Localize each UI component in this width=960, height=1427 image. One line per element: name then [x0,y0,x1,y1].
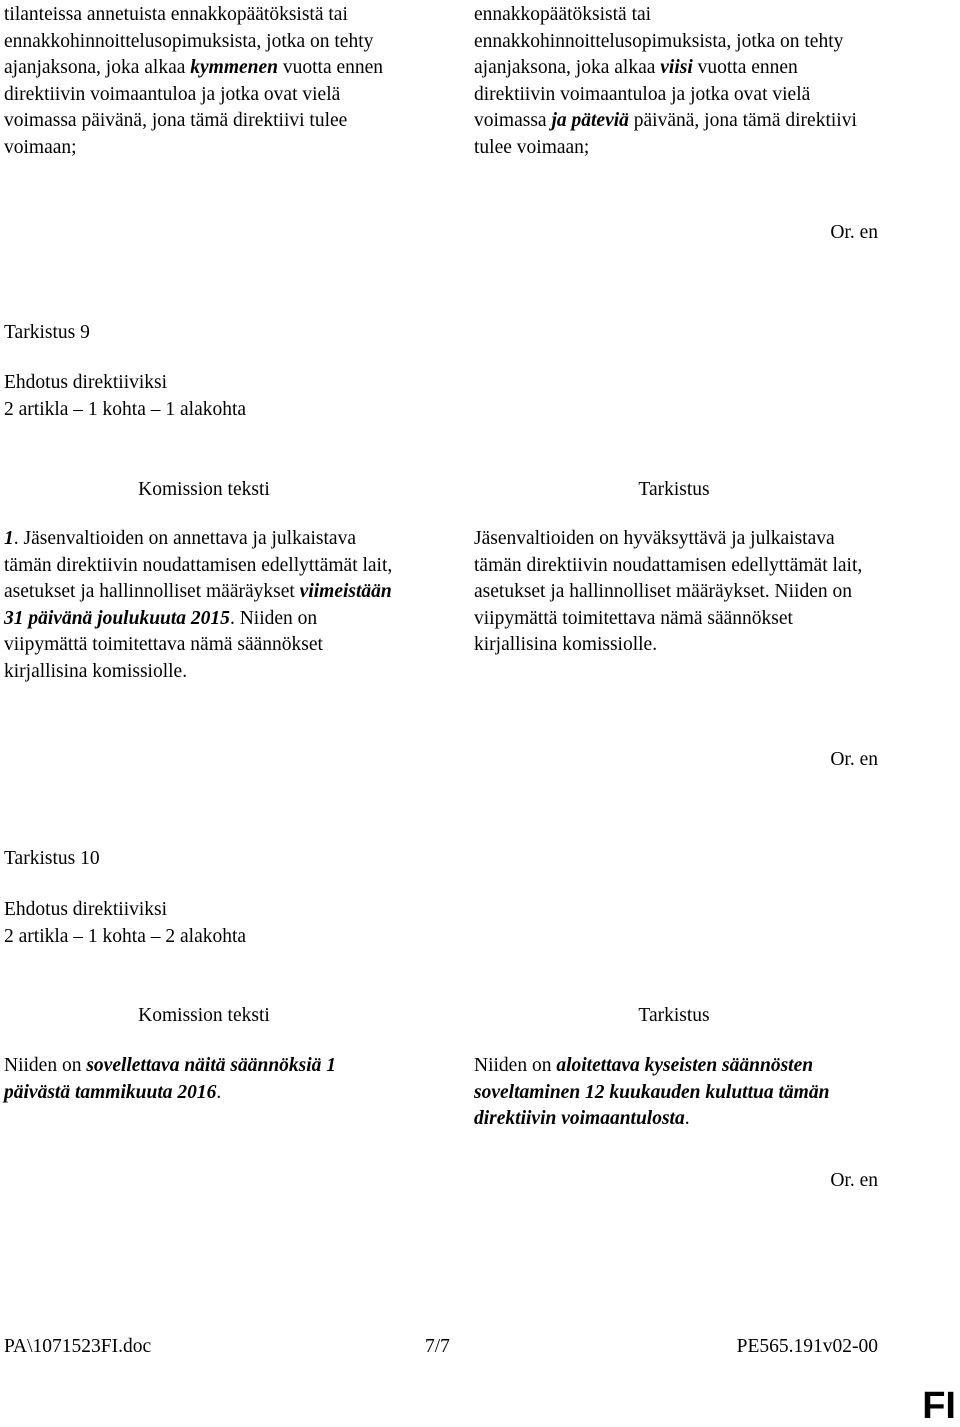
emphasized-text: 1 [4,528,14,549]
article-reference: 2 artikla – 1 kohta – 1 alakohta [4,399,247,420]
text-run: vuotta ennen direktiivin voimaantuloa ja jotka ovat vielä voimassa päivänä, jona tämä direktiivi tulee voimaan; [4,57,384,158]
text-run: Jäsenvaltioiden on hyväksyttävä ja julkaistava tämän direktiivin noudattamisen edellyttämät lait, asetukset ja hallinnolliset määräykset. Niiden on viipymättä toimitettava nämä säännökset kirjallisina komissiolle. [474,528,863,655]
text-run: tilanteissa annetuista ennakkopäätöksistä tai ennakkohinnoittelusopimuksista, jotka on tehty ajanjaksona, joka alkaa [4,4,374,78]
text-run: ennakkopäätöksistä tai ennakkohinnoittelusopimuksista, jotka on tehty ajanjaksona, joka alkaa [474,4,844,78]
text-run: Niiden on [474,1055,557,1076]
original-language-note: Or. en [830,222,878,243]
emphasized-text: aloitettava kyseisten säännösten soveltaminen 12 kuukauden kuluttua tämän direktiivin voimaantulosta [474,1055,830,1129]
page-number: 7/7 [425,1336,450,1357]
commission-text-caption: Komission teksti [138,479,270,500]
top-left-paragraph [4,2,404,161]
text-run: . Niiden on viipymättä toimitettava nämä säännökset kirjallisina komissiolle. [4,607,323,682]
pe-reference: PE565.191v02-00 [736,1336,878,1357]
emphasized-text: kymmenen [190,57,278,78]
article-reference: 2 artikla – 1 kohta – 2 alakohta [4,926,247,947]
amendment-text [474,1053,874,1133]
amendment-title: Tarkistus 10 [4,848,100,869]
commission-text-caption: Komission teksti [138,1005,270,1026]
text-run: vuotta ennen direktiivin voimaantuloa ja jotka ovat vielä voimassa [474,57,811,131]
emphasized-text: viimeistään 31 päivänä joulukuuta 2015 [4,581,392,629]
text-run: . [684,1108,690,1129]
commission-text [4,1053,404,1106]
amendment-title: Tarkistus 9 [4,322,90,343]
emphasized-text: sovellettava näitä säännöksiä 1 päivästä tammikuuta 2016 [4,1055,337,1103]
emphasized-text: viisi [660,57,693,78]
text-run: . Jäsenvaltioiden on annettava ja julkaistava tämän direktiivin noudattamisen edellyttämät lait, asetukset ja hallinnolliset määräykset [4,528,393,602]
amendment-caption: Tarkistus [638,479,710,500]
text-run: . [216,1081,222,1103]
amendment-text [474,526,874,659]
top-right-paragraph [474,2,874,161]
proposal-label: Ehdotus direktiiviksi [4,372,168,393]
text-run: päivänä, jona tämä direktiivi tulee voimaan; [474,110,857,158]
document-reference: PA\1071523FI.doc [4,1336,152,1357]
text-run: Niiden on [4,1055,87,1076]
emphasized-text: ja päteviä [551,110,629,131]
proposal-label: Ehdotus direktiiviksi [4,899,168,920]
original-language-note: Or. en [830,1170,878,1191]
language-code: FI [922,1385,956,1427]
original-language-note: Or. en [830,749,878,770]
amendment-caption: Tarkistus [638,1005,710,1026]
commission-text [4,526,404,685]
